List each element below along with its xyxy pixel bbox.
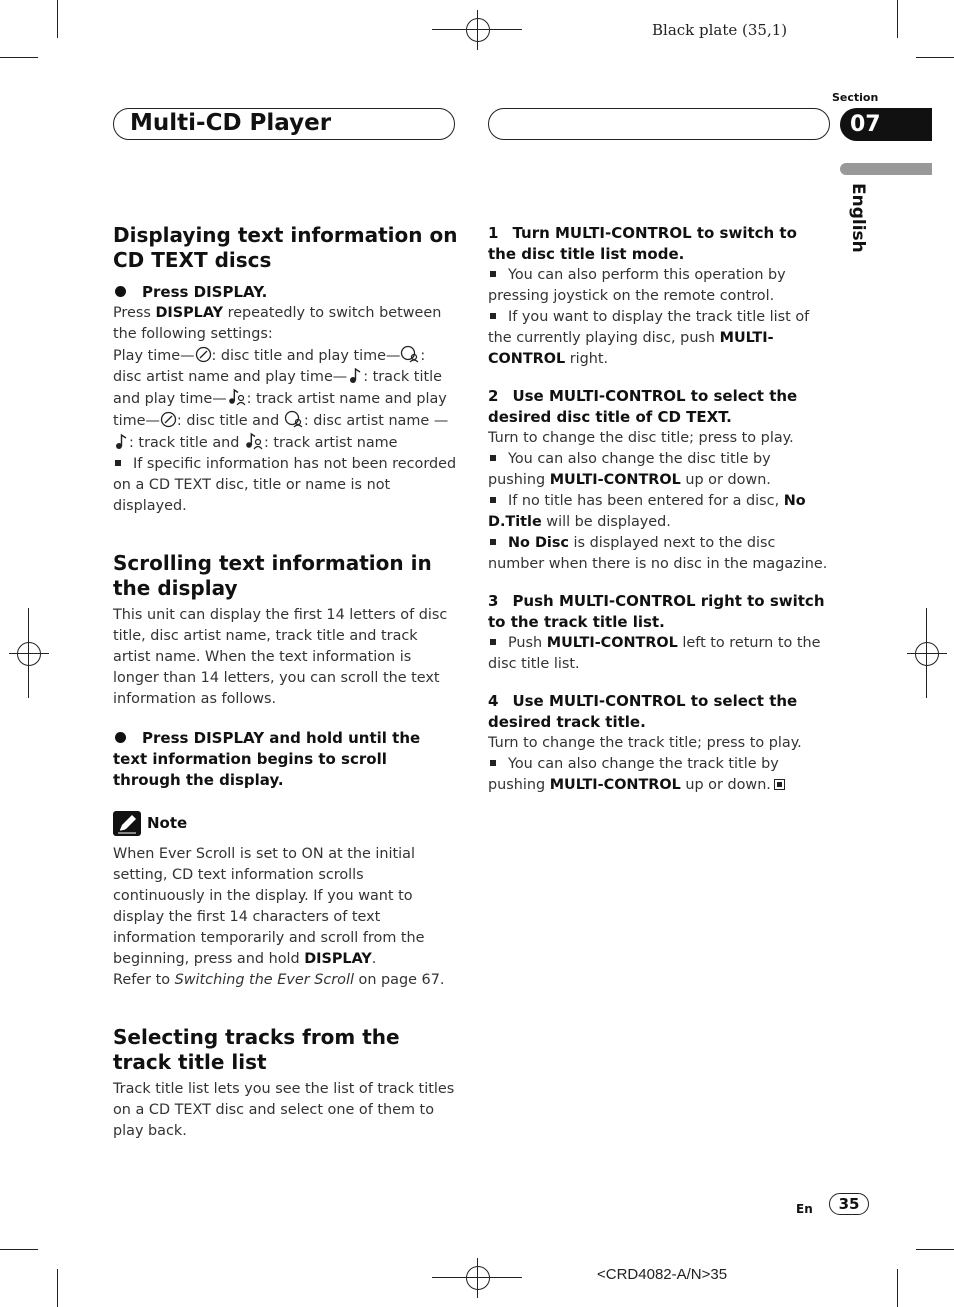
track-artist-icon [227, 388, 247, 406]
bullet-dot-icon [115, 286, 126, 297]
language-tab-bar [840, 163, 932, 175]
registration-mark [915, 642, 939, 666]
bullet-square-icon [490, 313, 496, 319]
bullet-item: No Disc is displayed next to the disc number when there is no disc in the magazine. [488, 535, 828, 572]
paragraph: Turn to change the track title; press to play. [488, 735, 802, 751]
left-column [113, 223, 458, 1142]
chapter-title: Multi-CD Player [130, 110, 332, 136]
crop-mark [897, 0, 898, 38]
bullet-note: If specific information has not been recorded on a CD TEXT disc, title or name is not displayed. [113, 456, 457, 514]
page-number: 35 [829, 1193, 869, 1215]
step-heading: 3 Push MULTI-CONTROL right to switch to the track title list. [488, 592, 825, 631]
step-heading: 1 Turn MULTI-CONTROL to switch to the disc title list mode. [488, 224, 797, 263]
crop-mark [0, 57, 38, 58]
crop-mark [916, 1249, 954, 1250]
track-icon [113, 433, 129, 450]
bullet-item: You can also perform this operation by pressing joystick on the remote control. [488, 267, 786, 304]
track-icon [347, 367, 363, 384]
section-title: Displaying text information on CD TEXT discs [113, 223, 458, 272]
bullet-dot-icon [115, 732, 126, 743]
bullet-item: You can also change the disc title by pushing MULTI-CONTROL up or down. [488, 451, 771, 488]
section-label: Section [832, 91, 879, 104]
bullet-item: Push MULTI-CONTROL left to return to the disc title list. [488, 635, 821, 672]
paragraph: Track title list lets you see the list of track titles on a CD TEXT disc and select one of them to play back. [113, 1081, 455, 1139]
section-number: 07 [840, 108, 932, 141]
paragraph: This unit can display the first 14 letters of disc title, disc artist name, track title and track artist name. When the text information is longer than 14 letters, you can scroll the text information as follows. [113, 607, 448, 707]
registration-mark [17, 642, 41, 666]
bullet-item: If you want to display the track title list of the currently playing disc, push MULTI-CONTROL right. [488, 309, 810, 367]
end-of-section-icon [774, 779, 785, 790]
step-heading: 4 Use MULTI-CONTROL to select the desired track title. [488, 692, 798, 731]
disc-icon [160, 411, 177, 428]
bullet-square-icon [490, 539, 496, 545]
registration-mark [466, 18, 490, 42]
crop-mark [897, 1269, 898, 1307]
note-heading: Note [113, 811, 458, 836]
section-title: Scrolling text information in the display [113, 551, 432, 600]
note-body: When Ever Scroll is set to ON at the initial setting, CD text information scrolls continuously in the display. If you want to display the first 14 characters of text information temporarily and scroll from the beginning, press and hold DISPLAY. Refer to Switching the Ever Scroll on page 67. [113, 846, 445, 988]
language-tab: English [848, 183, 868, 253]
bullet-square-icon [490, 497, 496, 503]
crop-mark [57, 1269, 58, 1307]
document-code: <CRD4082-A/N>35 [597, 1266, 728, 1283]
track-artist-icon [244, 432, 264, 450]
disc-artist-icon [400, 345, 420, 363]
step-press-display: Press DISPLAY. [113, 282, 458, 303]
crop-mark [0, 1249, 38, 1250]
bullet-square-icon [115, 460, 121, 466]
pencil-note-icon [113, 811, 141, 836]
disc-icon [195, 346, 212, 363]
right-column [488, 223, 830, 796]
display-sequence: Play time— : disc title and play time— : disc artist name and play time— : track title and play time— : track artist name and play time— : disc title and : disc artist name —: track title and : track artist name [113, 345, 458, 454]
paragraph: Turn to change the disc title; press to play. [488, 430, 794, 446]
crop-mark [57, 0, 58, 38]
bullet-item: You can also change the track title by pushing MULTI-CONTROL up or down. [488, 754, 830, 796]
disc-artist-icon [284, 410, 304, 428]
paragraph: Press DISPLAY repeatedly to switch between the following settings: [113, 305, 442, 342]
bullet-square-icon [490, 760, 496, 766]
bullet-square-icon [490, 639, 496, 645]
section-title: Selecting tracks from the track title list [113, 1025, 400, 1074]
bullet-item: If no title has been entered for a disc, No D.Title will be displayed. [488, 493, 806, 530]
bullet-square-icon [490, 271, 496, 277]
crop-mark [916, 57, 954, 58]
step-heading: 2 Use MULTI-CONTROL to select the desired disc title of CD TEXT. [488, 387, 798, 426]
header-empty-frame [488, 108, 830, 140]
step-hold-display: Press DISPLAY and hold until the text information begins to scroll through the display. [113, 729, 421, 789]
registration-mark [466, 1266, 490, 1290]
footer-language: En [796, 1202, 813, 1216]
plate-label: Black plate (35,1) [652, 21, 788, 39]
bullet-square-icon [490, 455, 496, 461]
